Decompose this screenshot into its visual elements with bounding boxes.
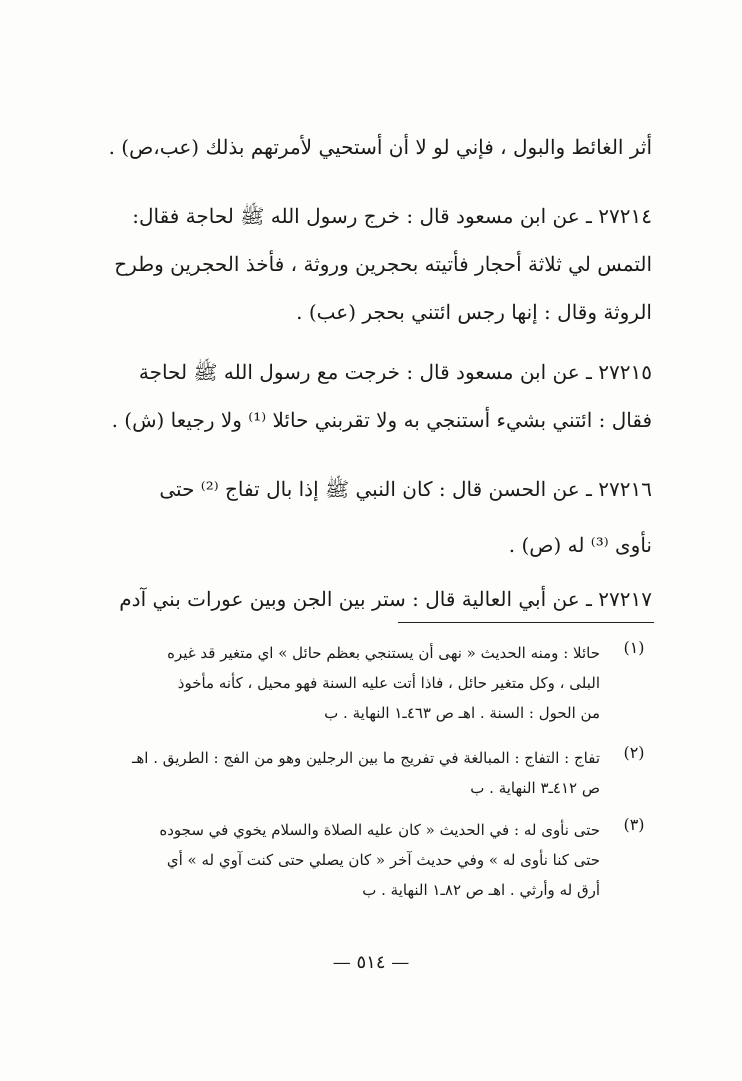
hadith-27217 (96, 575, 652, 623)
footnote-1 (80, 638, 645, 728)
footnote-line: أرق له وأرثي . اهـ ص ٨٢ـ١ النهاية . ب (362, 881, 600, 899)
footnote-divider (398, 622, 654, 623)
text-line: فقال : ائتني بشيء أستنجي به ولا تقربني حائلا ⁽¹⁾ ولا رجيعا (ش) . (111, 408, 652, 432)
text-line: ٢٧٢١٦ ـ عن الحسن قال : كان النبي ﷺ إذا بال تفاج ⁽²⁾ حتى (159, 477, 652, 501)
hadith-27215 (96, 348, 652, 444)
text-line: ٢٧٢١٤ ـ عن ابن مسعود قال : خرج رسول الله ﷺ لحاجة فقال: (132, 204, 652, 228)
text-line: ٢٧٢١٥ ـ عن ابن مسعود قال : خرجت مع رسول الله ﷺ لحاجة (138, 360, 652, 384)
footnote-line: حتى كنا نأوى له » وفي حديث آخر « كان يصلي حتى كنت آوي له » أي (166, 851, 600, 869)
footnote-line: تفاج : التفاج : المبالغة في تفريج ما بين الرجلين وهو من الفج : الطريق . اهـ (131, 749, 600, 767)
footnote-line: البلى ، وكل متغير حائل ، فاذا أتت عليه السنة فهو محيل ، كأنه مأخوذ (177, 674, 600, 692)
footnote-body (80, 815, 600, 905)
hadith-27214 (96, 192, 652, 336)
footnote-number: (٣) (623, 815, 645, 834)
footnote-2 (80, 743, 645, 803)
paragraph-continuation (96, 118, 652, 176)
footnote-line: من الحول : السنة . اهـ ص ٤٦٣ـ١ النهاية . ب (324, 704, 600, 722)
text-line: أثر الغائط والبول ، فإني لو لا أن أستحيي لأمرتهم بذلك (عب،ص) . (108, 135, 652, 159)
footnote-line: حائلا : ومنه الحديث « نهى أن يستنجي بعظم حائل » اي متغير قد غيره (167, 644, 600, 662)
footnote-body (80, 638, 600, 728)
text-line: نأوى ⁽³⁾ له (ص) . (508, 533, 652, 557)
footnote-number: (٢) (623, 743, 645, 762)
footnote-body (80, 743, 600, 803)
text-line: التمس لي ثلاثة أحجار فأتيته بحجرين وروثة ، فأخذ الحجرين وطرح (114, 252, 652, 276)
footnote-3 (80, 815, 645, 905)
hadith-27216 (96, 461, 652, 573)
text-line: الروثة وقال : إنها رجس ائتني بحجر (عب) . (296, 300, 652, 324)
page-number: — ٥١٤ — (332, 952, 410, 973)
footnote-line: حتى نأوى له : في الحديث « كان عليه الصلاة والسلام يخوي في سجوده (159, 821, 600, 839)
text-line: ٢٧٢١٧ ـ عن أبي العالية قال : ستر بين الجن وبين عورات بني آدم (119, 587, 652, 611)
footnote-line: ص ٤١٢ـ٣ النهاية . ب (470, 779, 600, 797)
footnote-number: (١) (623, 638, 645, 657)
